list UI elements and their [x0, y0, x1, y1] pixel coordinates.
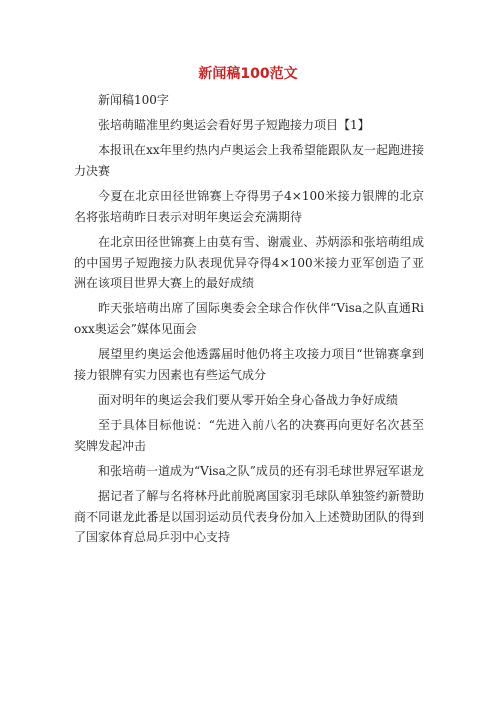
- paragraph-3: 本报讯在xx年里约热内卢奥运会上我希望能跟队友一起跑进接力决赛: [74, 143, 424, 178]
- paragraph-8: 面对明年的奥运会我们要从零开始全身心备战力争好成绩: [98, 392, 399, 407]
- paragraph-11: 据记者了解与名将林丹此前脱离国家羽毛球队单独签约新赞助商不同谌龙此番是以国羽运动员代表身份加入上述赞助团队的得到了国家体育总局乒羽中心支持: [74, 489, 424, 545]
- paragraph-5: 在北京田径世锦赛上由莫有雪、谢震业、苏炳添和张培萌组成的中国男子短跑接力队表现优异夺得4×100米接力亚军创造了亚洲在该项目世界大赛上的最好成绩: [74, 234, 424, 291]
- paragraph-10: 和张培萌一道成为“Visa之队”成员的还有羽毛球世界冠军谌龙: [98, 463, 424, 478]
- document-body: [74, 90, 424, 552]
- paragraph-2: 张培萌瞄准里约奥运会看好男子短跑接力项目【1】: [98, 118, 370, 133]
- paragraph-4: 今夏在北京田径世锦赛上夺得男子4×100米接力银牌的北京名将张培萌昨日表示对明年奥运会充满期待: [74, 189, 424, 224]
- document-title: 新闻稿100范文: [198, 66, 298, 82]
- paragraph-1: 新闻稿100字: [98, 93, 169, 107]
- paragraph-6: 昨天张培萌出席了国际奥委会全球合作伙伴“Visa之队直通Rioxx奥运会”媒体见面会: [74, 301, 424, 336]
- paragraph-9: 至于具体目标他说：“先进入前八名的决赛再向更好名次甚至奖牌发起冲击: [74, 418, 424, 453]
- paragraph-7: 展望里约奥运会他透露届时他仍将主攻接力项目“世锦赛拿到接力银牌有实力因素也有些运气成分: [74, 347, 424, 382]
